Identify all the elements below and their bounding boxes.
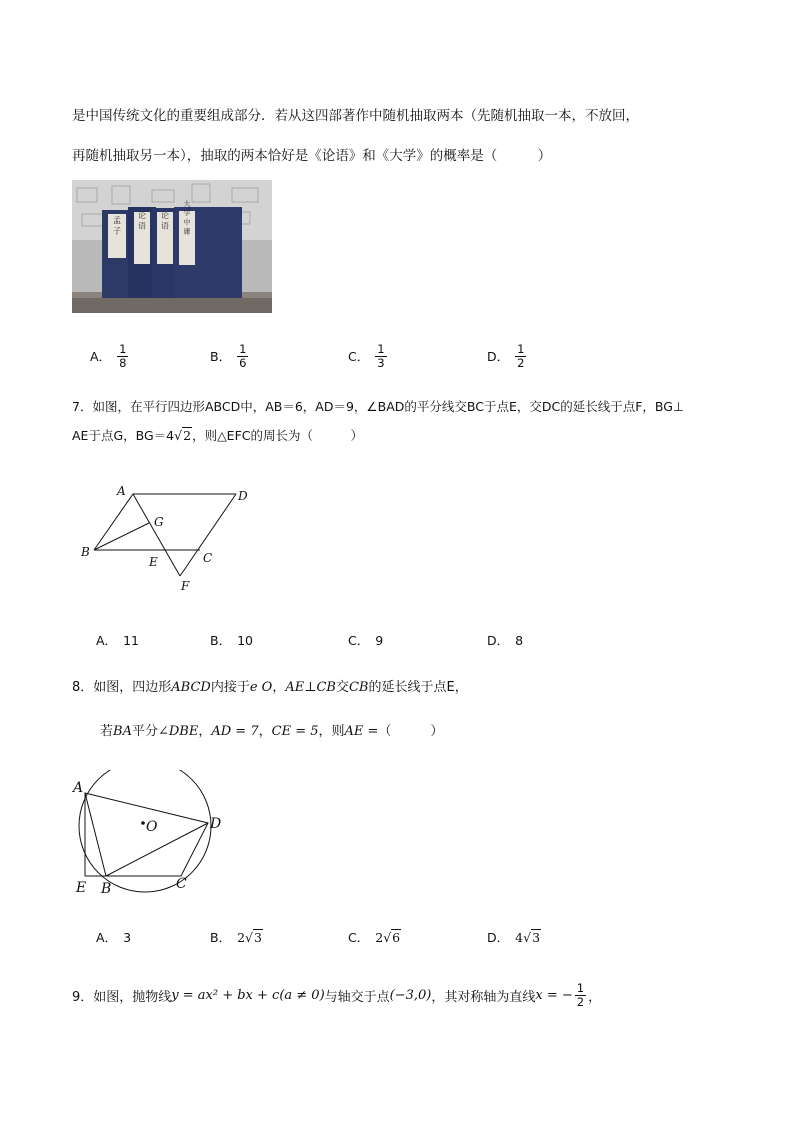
book-title-3: 论 语: [160, 210, 170, 230]
q7-option-a[interactable]: A． 11: [96, 632, 139, 648]
q6-text-line2: 再随机抽取另一本），抽取的两本恰好是《论语》和《大学》的概率是（ ）: [72, 148, 552, 164]
q7-label-f: F: [181, 579, 190, 593]
q6-option-c[interactable]: C． $\frac{1}{3}$: [348, 341, 385, 370]
q7-parallelogram-figure: [76, 478, 266, 596]
q6-option-a[interactable]: A． $\frac{1}{8}$: [90, 341, 127, 370]
q7-label-e: E: [149, 555, 158, 569]
q7-option-b[interactable]: B． 10: [210, 632, 253, 648]
q8-option-c[interactable]: C． 2√6: [348, 929, 401, 945]
q8-circle-figure: [70, 770, 230, 898]
q8-label-c: C: [176, 876, 187, 892]
q8-label-d: D: [210, 816, 222, 832]
book-title-4: 大 学 中 庸: [183, 199, 191, 235]
q8-option-b[interactable]: B． 2√3: [210, 929, 262, 945]
q6-options: [90, 338, 730, 378]
q7-label-d: D: [238, 489, 248, 503]
q8-label-a: A: [73, 780, 84, 796]
q7-label-a: A: [117, 484, 126, 498]
q8-label-b: B: [101, 881, 112, 897]
books-photo: [72, 180, 272, 313]
q7-label-b: B: [81, 545, 90, 559]
q8-options: [90, 919, 730, 959]
q6-text-line1: 是中国传统文化的重要组成部分．若从这四部著作中随机抽取两本（先随机抽取一本，不放回，: [72, 108, 639, 124]
book-title-1: 孟 子: [112, 215, 122, 235]
q8-label-o: O: [146, 819, 158, 835]
q7-option-c[interactable]: C． 9: [348, 632, 384, 648]
q7-label-c: C: [203, 551, 213, 565]
q7-option-d[interactable]: D． 8: [487, 632, 524, 648]
q8-text-line2: 若BA平分∠DBE，AD = 7，CE = 5，则AE =（ ）: [100, 724, 444, 739]
q9-text-line1: 9．如图，抛物线 y = ax² + bx + c(a ≠ 0) 与轴交于点 (−3,0) ，其对称轴为直线 x = − $\frac{1}{2}$ ，: [72, 980, 602, 1009]
q8-option-d[interactable]: D． 4√3: [487, 929, 541, 945]
q8-option-a[interactable]: A． 3: [96, 929, 132, 945]
q8-text-line1: 8．如图，四边形ABCD内接于e O，AE⊥CB交CB的延长线于点E，: [72, 680, 468, 695]
q7-text-line1: 7．如图，在平行四边形ABCD中，AB＝6，AD＝9，∠BAD的平分线交BC于点E，交DC的延长线于点F，BG⊥: [72, 399, 684, 414]
q7-label-g: G: [154, 515, 164, 529]
q6-option-d[interactable]: D． $\frac{1}{2}$: [487, 341, 525, 370]
q8-label-e: E: [76, 880, 87, 896]
q7-options: [90, 622, 730, 662]
q7-text-line2: AE于点G，BG＝4√2，则△EFC的周长为（ ）: [72, 428, 363, 443]
q6-option-b[interactable]: B． $\frac{1}{6}$: [210, 341, 247, 370]
book-title-2: 论 语: [137, 210, 147, 230]
